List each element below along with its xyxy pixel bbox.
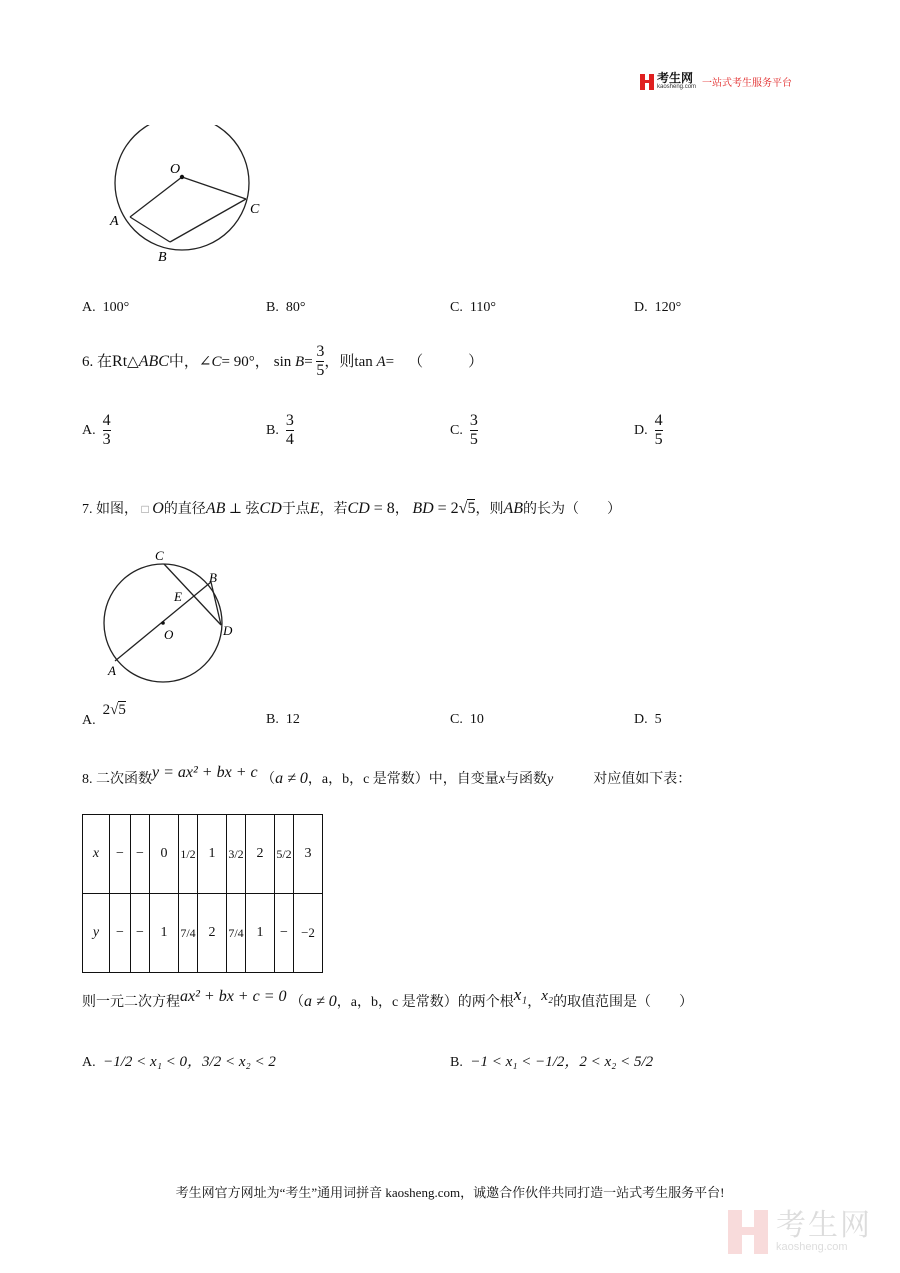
table-cell: 1 [198, 815, 227, 894]
table-cell: 5/2 [275, 815, 294, 894]
q6-sin-fraction: $\frac{3}{5}$ [316, 343, 325, 379]
q5-option-a[interactable]: A. 100° [82, 300, 130, 315]
table-cell: − [131, 894, 150, 973]
figure-circle-oabc [100, 125, 280, 270]
table-cell: 1 [246, 894, 275, 973]
q8-option-b[interactable]: B. −1 < x₁ < −1/2，2 < x₂ < 5/2 [450, 1054, 654, 1070]
q7-option-b[interactable]: B. 12 [266, 712, 300, 727]
table-cell: 3 [294, 815, 323, 894]
table-cell: 1 [150, 894, 179, 973]
table-cell: 1/2 [179, 815, 198, 894]
watermark [728, 1210, 872, 1254]
table-cell: 7/4 [179, 894, 198, 973]
table-cell: − [110, 894, 131, 973]
table-cell: −2 [294, 894, 323, 973]
table-cell: x [83, 815, 110, 894]
q7-stem: 7. 如图， □ O的直径AB ⊥ 弦CD于点E，若CD = 8， BD = 2√5，则AB的长为（ ） [82, 500, 621, 517]
logo-slogan: 一站式考生服务平台 [702, 78, 793, 89]
watermark-name: 考生网 [776, 1209, 872, 1242]
q7-option-a[interactable]: A. 2√5 [82, 702, 126, 728]
watermark-url: kaosheng.com [776, 1241, 848, 1253]
q5-option-d[interactable]: D. 120° [634, 300, 682, 315]
figure-circle-abcde [100, 545, 250, 685]
label-a: A [110, 214, 119, 229]
header-logo [640, 72, 792, 91]
logo-name: 考生网 [657, 71, 694, 85]
table-cell: 7/4 [227, 894, 246, 973]
q6-option-b[interactable]: B. $\frac{3}{4}$ [266, 412, 294, 448]
watermark-logo-icon [728, 1210, 768, 1254]
table-cell: − [275, 894, 294, 973]
q7-label-e: E [174, 589, 182, 604]
q7-label-d: D [223, 623, 233, 638]
table-row-x [83, 815, 323, 894]
q7-label-a: A [108, 663, 116, 678]
table-cell: 2 [198, 894, 227, 973]
table-cell: y [83, 894, 110, 973]
q8-value-table [82, 814, 323, 973]
label-o: O [170, 162, 181, 177]
q6-stem: 6. 在 Rt △ ABC 中， ∠ C = 90° ， sin B = $\frac{3}{5}$ ，则 tan A = （ ） [82, 343, 484, 379]
q8-question: 则一元二次方程ax² + bx + c = 0 （a ≠ 0，a，b，c 是常数）的两个根x₁，x₂的取值范围是（ ） [82, 985, 694, 1010]
q7-option-c[interactable]: C. 10 [450, 712, 484, 727]
q8-option-a[interactable]: A. −1/2 < x₁ < 0，3/2 < x₂ < 2 [82, 1054, 276, 1070]
footer-text: 考生网官方网址为“考生”通用词拼音 kaosheng.com，诚邀合作伙伴共同打造一站式考生服务平台! [175, 1185, 725, 1200]
q7-label-c: C [155, 548, 164, 563]
logo-icon [640, 74, 654, 90]
q6-option-a[interactable]: A. $\frac{4}{3}$ [82, 412, 111, 448]
logo-url: kaosheng.com [657, 84, 697, 90]
q7-label-b: B [209, 570, 217, 585]
table-row-y [83, 894, 323, 973]
table-cell: 0 [150, 815, 179, 894]
q7-option-d[interactable]: D. 5 [634, 712, 662, 727]
table-cell: 3/2 [227, 815, 246, 894]
q5-option-c[interactable]: C. 110° [450, 300, 496, 315]
q7-label-o: O [164, 627, 174, 642]
q8-stem: 8. 二次函数y = ax² + bx + c （a ≠ 0，a，b，c 是常数）中，自变量x与函数y 对应值如下表： [82, 764, 692, 787]
q6-option-c[interactable]: C. $\frac{3}{5}$ [450, 412, 478, 448]
q5-option-b[interactable]: B. 80° [266, 300, 306, 315]
table-cell: − [110, 815, 131, 894]
table-cell: 2 [246, 815, 275, 894]
q6-option-d[interactable]: D. $\frac{4}{5}$ [634, 412, 663, 448]
label-b: B [158, 250, 167, 265]
label-c: C [250, 202, 260, 217]
table-cell: − [131, 815, 150, 894]
